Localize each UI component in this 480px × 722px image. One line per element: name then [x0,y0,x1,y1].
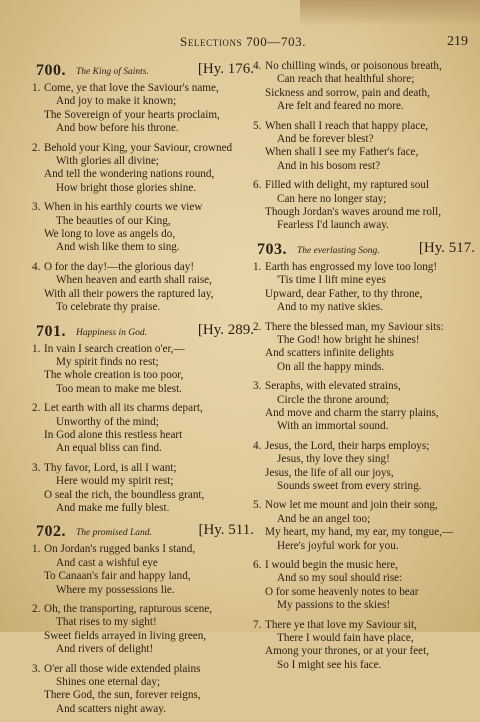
verse-line: Among your thrones, or at your feet, [265,645,430,658]
stanza [253,440,475,494]
stanza-number: 2. [32,141,41,154]
stanza-number: 2. [32,402,41,415]
verse-line: How bright those glories shine. [56,181,197,194]
verse-line: We long to love as angels do, [44,228,176,241]
verse-line: 7. There ye that love my Saviour sit, [253,618,417,631]
stanza [253,499,475,553]
stanza [32,142,254,196]
verse-line: 1. Earth has engrossed my love too long! [253,260,438,273]
verse-line: Circle the throne around; [277,393,390,406]
verse-line: So I might see his face. [277,658,382,671]
stanza-number: 3. [32,662,41,675]
verse-line: My passions to the skies! [277,599,391,612]
verse-line: With an immortal sound. [277,420,389,433]
verse-line: Sickness and sorrow, pain and death, [265,86,430,99]
verse-line: And to my native skies. [277,301,383,314]
verse-line: 4. Jesus, the Lord, their harps employs; [253,439,430,452]
stanza-number: 2. [32,603,41,615]
verse-line: An equal bliss can find. [56,442,162,455]
stanza-number: 3. [32,461,41,474]
hymn [32,60,254,315]
stanza [253,321,475,375]
hymn-number: 703. [257,240,287,258]
verse-line: And cast a wishful eye [56,556,158,569]
verse-line: On all the happy minds. [277,360,385,373]
verse-line: Sweet fields arrayed in living green, [44,629,207,642]
verse-line: Too mean to make me blest. [56,382,182,395]
verse-line: 4. O for the day!—the glorious day! [32,260,195,273]
verse-line: 3. Thy favor, Lord, is all I want; [32,461,177,474]
verse-line: And bow before his throne. [56,122,179,135]
stanza [32,343,254,397]
hymn-reference: [Hy. 289. [197,321,254,338]
page-header [0,34,480,52]
verse-line: 2. Let earth with all its charms depart, [32,402,203,415]
verse-line: And scatters night away. [56,702,166,715]
verse-line: Jesus, thy love they sing! [277,453,390,466]
verse-line: And be forever blest? [277,133,374,146]
verse-line: That rises to my sight! [56,616,157,629]
stanza-number: 3. [253,380,262,393]
right-column [253,60,475,678]
verse-line: My spirit finds no rest; [56,355,159,368]
verse-line: Sounds sweet from every string. [277,479,422,492]
hymn-title: Happiness in God. [76,327,147,338]
verse-line: And be an angel too; [277,512,371,525]
verse-line: And in his bosom rest? [277,159,381,172]
verse-line: In God alone this restless heart [44,428,183,441]
verse-line: My heart, my hand, my ear, my tongue,— [265,526,454,539]
verse-line: 6. Filled with delight, my raptured soul [253,179,430,192]
verse-line: Where my possessions lie. [56,583,175,596]
hymn [253,239,475,672]
verse-line: When heaven and earth shall raise, [56,274,212,287]
verse-line: And move and charm the starry plains, [265,406,439,419]
stanza [32,261,254,315]
hymn [253,60,475,233]
stanza-number: 1. [32,543,41,556]
verse-line: Though Jordan's waves around me roll, [265,206,442,219]
verse-line: And so my soul should rise: [277,572,403,585]
stanza [32,402,254,456]
verse-line: 4. No chilling winds, or poisonous breath, [253,60,442,72]
verse-line: The Sovereign of your hearts proclaim, [44,108,220,121]
verse-line: There God, the sun, forever reigns, [44,689,201,702]
stanza-number: 5. [253,119,262,132]
hymn-title: The King of Saints. [76,67,149,77]
hymn-reference: [Hy. 176. [197,61,254,77]
hymn-title: The promised Land. [76,528,152,539]
verse-line: 'Tis time I lift mine eyes [277,274,386,287]
stanza-number: 2. [253,320,262,333]
verse-line: And make me fully blest. [56,501,170,514]
stanza-number: 4. [32,260,41,273]
stanza-number: 1. [32,82,41,94]
stanza-number: 1. [32,342,41,355]
verse-line: The whole creation is too poor, [44,369,184,382]
stanza [32,543,254,597]
verse-line: And tell the wondering nations round, [44,168,215,181]
hymn-heading [32,60,254,82]
hymn-number: 702. [36,523,66,541]
page-corner-shadow [300,0,480,26]
stanza [32,201,254,255]
verse-line: And wish like them to sing. [56,241,180,254]
hymn [32,321,254,516]
verse-line: 6. I would begin the music here, [253,559,398,571]
hymn-reference: [Hy. 517. [418,239,475,256]
stanza [253,559,475,613]
stanza-number: 4. [253,439,262,452]
verse-line: 5. Now let me mount and join their song, [253,499,438,512]
stanza [253,261,475,315]
verse-line: When shall I see my Father's face, [265,146,419,159]
hymn-heading [32,321,254,343]
verse-line: 1. Come, ye that love the Saviour's name, [32,82,219,94]
stanza-number: 4. [253,60,262,72]
verse-line: 3. When in his earthly courts we view [32,201,203,214]
verse-line: And scatters infinite delights [265,347,394,360]
verse-line: 2. Oh, the transporting, rapturous scene, [32,603,213,615]
verse-line: Unworthy of the mind; [56,415,159,428]
hymn [32,521,254,716]
stanza [32,603,254,657]
verse-line: The beauties of our King, [56,214,171,227]
stanza [32,462,254,516]
verse-line: 3. Seraphs, with elevated strains, [253,380,401,393]
stanza [253,179,475,233]
stanza [253,619,475,673]
left-column [32,60,254,722]
hymn-number: 700. [36,62,66,79]
verse-line: Jesus, the life of all our joys, [265,466,394,479]
stanza [253,120,475,174]
verse-line: 1. On Jordan's rugged banks I stand, [32,543,196,556]
stanza-number: 6. [253,559,262,571]
verse-line: And rivers of delight! [56,643,154,656]
verse-line: To celebrate thy praise. [56,301,161,314]
verse-line: 1. In vain I search creation o'er,— [32,342,185,355]
verse-line: With all their powers the raptured lay, [44,287,214,300]
verse-line: The God! how bright he shines! [277,333,420,346]
stanza [32,82,254,136]
verse-line: Can reach that healthful shore; [277,73,415,86]
verse-line: There I would fain have place, [277,632,414,645]
verse-line: Here would my spirit rest; [56,475,174,488]
verse-line: And joy to make it known; [56,95,177,108]
verse-line: 5. When shall I reach that happy place, [253,119,429,132]
verse-line: Upward, dear Father, to thy throne, [265,287,423,300]
stanza-number: 1. [253,260,262,273]
stanza-number: 5. [253,499,262,512]
verse-line: 3. O'er all those wide extended plains [32,662,201,675]
stanza-number: 6. [253,179,262,192]
stanza [253,380,475,434]
running-head: Selections 700—703. [180,34,307,49]
page-number: 219 [447,34,468,49]
hymn-number: 701. [36,322,66,340]
verse-line: To Canaan's fair and happy land, [44,570,191,583]
hymn-heading [32,521,254,543]
hymn-heading [253,239,475,261]
verse-line: Can here no longer stay; [277,192,387,205]
verse-line: Fearless I'd launch away. [277,219,389,232]
verse-line: O seal the rich, the boundless grant, [44,488,205,501]
stanza [32,663,254,717]
stanza-number: 7. [253,618,262,631]
verse-line: Shines one eternal day; [56,676,161,689]
stanza [253,60,475,114]
verse-line: O for some heavenly notes to bear [265,585,419,598]
verse-line: 2. Behold your King, your Saviour, crowned [32,141,233,154]
verse-line: Are felt and feared no more. [277,100,404,113]
stanza-number: 3. [32,201,41,214]
verse-line: Here's joyful work for you. [277,539,399,552]
hymn-title: The everlasting Song. [297,245,380,256]
verse-line: With glories all divine; [56,155,160,168]
hymn-reference: [Hy. 511. [198,522,254,539]
verse-line: 2. There the blessed man, my Saviour sits: [253,320,444,333]
